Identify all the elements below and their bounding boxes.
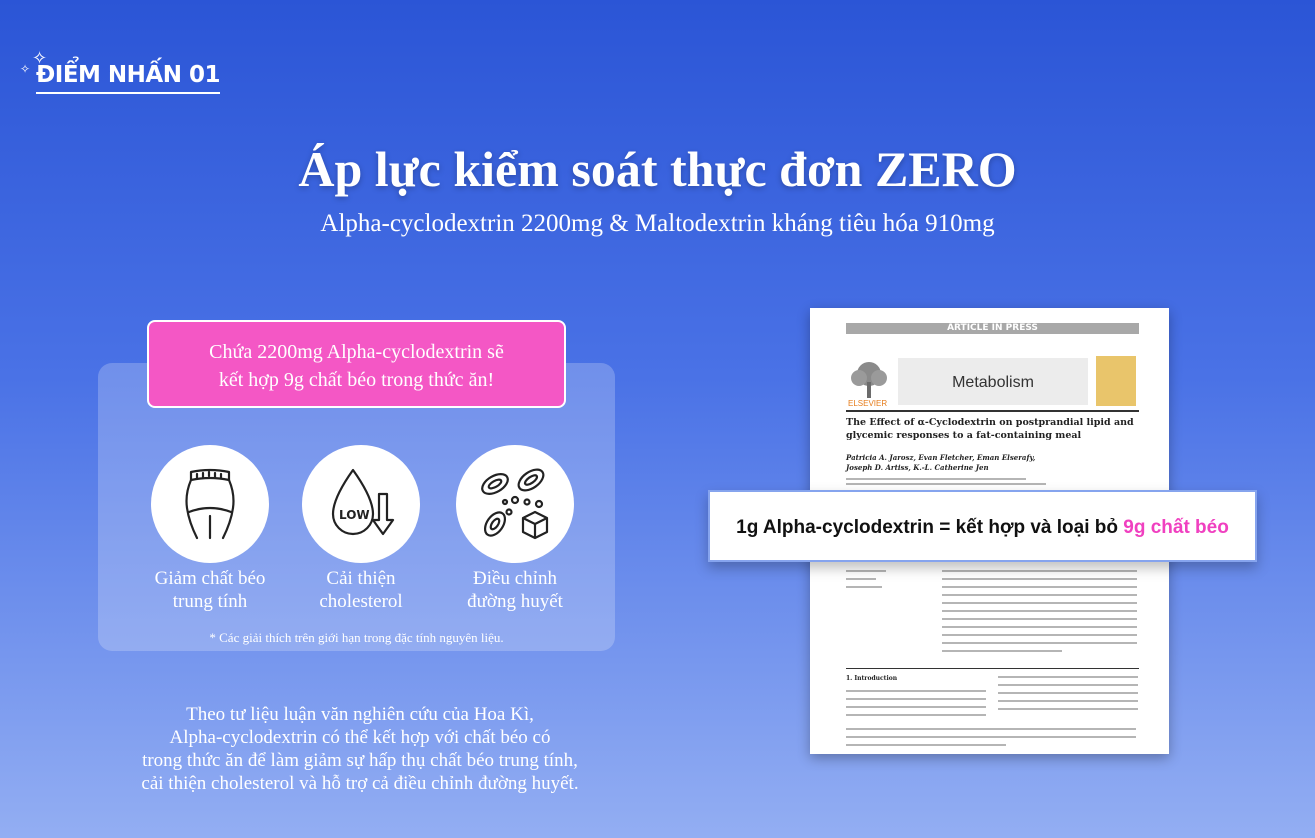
benefit-label-line2: cholesterol [319, 591, 403, 612]
text-line [846, 736, 1136, 738]
paper-authors [846, 453, 1136, 473]
blood-cells-icon [475, 464, 555, 544]
benefit-circle [456, 445, 574, 563]
text-line [998, 676, 1138, 678]
text-line [942, 594, 1137, 596]
text-line [846, 586, 882, 588]
benefit-circle [151, 445, 269, 563]
text-line [942, 610, 1137, 612]
benefit-item-cholesterol [281, 445, 441, 613]
badge-text: ĐIỂM NHẤN 01 [36, 62, 220, 94]
benefit-item-blood-sugar [435, 445, 595, 613]
benefit-label-line1: Giảm chất béo [154, 568, 266, 589]
text-line [846, 714, 986, 716]
pink-callout-box [147, 320, 566, 408]
divider [846, 668, 1139, 669]
paper-intro-heading: 1. Introduction [846, 675, 898, 682]
text-line [998, 684, 1138, 686]
text-line [942, 650, 1062, 652]
text-line [846, 698, 986, 700]
highlight-badge [20, 48, 240, 104]
publisher-logo-text: ELSEVIER [848, 399, 888, 408]
svg-text:LOW: LOW [339, 508, 370, 522]
callout-text: 1g Alpha-cyclodextrin = kết hợp và loại bỏ [736, 517, 1124, 538]
page-subtitle: Alpha-cyclodextrin 2200mg & Maltodextrin kháng tiêu hóa 910mg [320, 210, 995, 237]
text-line [942, 570, 1137, 572]
pink-box-line1: Chứa 2200mg Alpha-cyclodextrin sẽ [209, 341, 504, 363]
text-line [846, 483, 1046, 485]
body-line: cải thiện cholesterol và hỗ trợ cả điều chỉnh đường huyết. [141, 773, 579, 794]
text-line [846, 744, 1006, 746]
text-line [846, 478, 1026, 480]
journal-name: Metabolism [952, 374, 1034, 391]
article-in-press-banner: ARTICLE IN PRESS [846, 323, 1139, 334]
benefit-label-line1: Điều chỉnh [473, 568, 557, 589]
authors-line2: Joseph D. Artiss, K.-L. Catherine Jen [846, 463, 989, 472]
body-paragraph [40, 703, 680, 795]
text-line [942, 634, 1137, 636]
journal-box [898, 358, 1088, 405]
journal-cover [1096, 356, 1136, 406]
paper-title [846, 416, 1136, 442]
callout-box [708, 490, 1257, 562]
text-line [998, 692, 1138, 694]
text-line [998, 708, 1138, 710]
body-waist-icon [175, 464, 245, 544]
text-line [846, 578, 876, 580]
text-line [846, 690, 986, 692]
divider [846, 410, 1139, 412]
text-line [846, 570, 886, 572]
text-line [942, 642, 1137, 644]
elsevier-tree-icon [848, 360, 890, 400]
low-drop-icon [323, 464, 399, 544]
body-line: Alpha-cyclodextrin có thể kết hợp với chất béo có [169, 727, 551, 748]
pink-box-line2: kết hợp 9g chất béo trong thức ăn! [218, 369, 495, 391]
callout-highlight: 9g chất béo [1123, 517, 1229, 538]
disclaimer-note: * Các giải thích trên giới hạn trong đặc tính nguyên liệu. [209, 630, 504, 645]
authors-line1: Patricia A. Jarosz, Evan Fletcher, Eman Elserafy, [846, 453, 1036, 462]
paper-title-line2: glycemic responses to a fat-containing meal [846, 430, 1082, 441]
body-line: Theo tư liệu luận văn nghiên cứu của Hoa Kì, [186, 704, 534, 725]
sparkle-small-icon: ✧ [20, 62, 31, 76]
benefit-circle [302, 445, 420, 563]
text-line [942, 586, 1137, 588]
text-line [942, 578, 1137, 580]
body-line: trong thức ăn để làm giảm sự hấp thụ chất béo trung tính, [142, 750, 578, 771]
text-line [998, 700, 1138, 702]
benefit-label-line1: Cải thiện [326, 568, 396, 589]
text-line [846, 728, 1136, 730]
text-line [942, 618, 1137, 620]
sparkle-icon: ✧ [32, 48, 48, 69]
benefit-label-line2: trung tính [172, 591, 248, 612]
text-line [846, 706, 986, 708]
benefit-label-line2: đường huyết [467, 591, 563, 612]
paper-title-line1: The Effect of α-Cyclodextrin on postprandial lipid and [846, 417, 1134, 428]
page-title: Áp lực kiểm soát thực đơn ZERO [298, 141, 1017, 197]
benefit-item-triglyceride [130, 445, 290, 613]
text-line [942, 602, 1137, 604]
text-line [942, 626, 1137, 628]
